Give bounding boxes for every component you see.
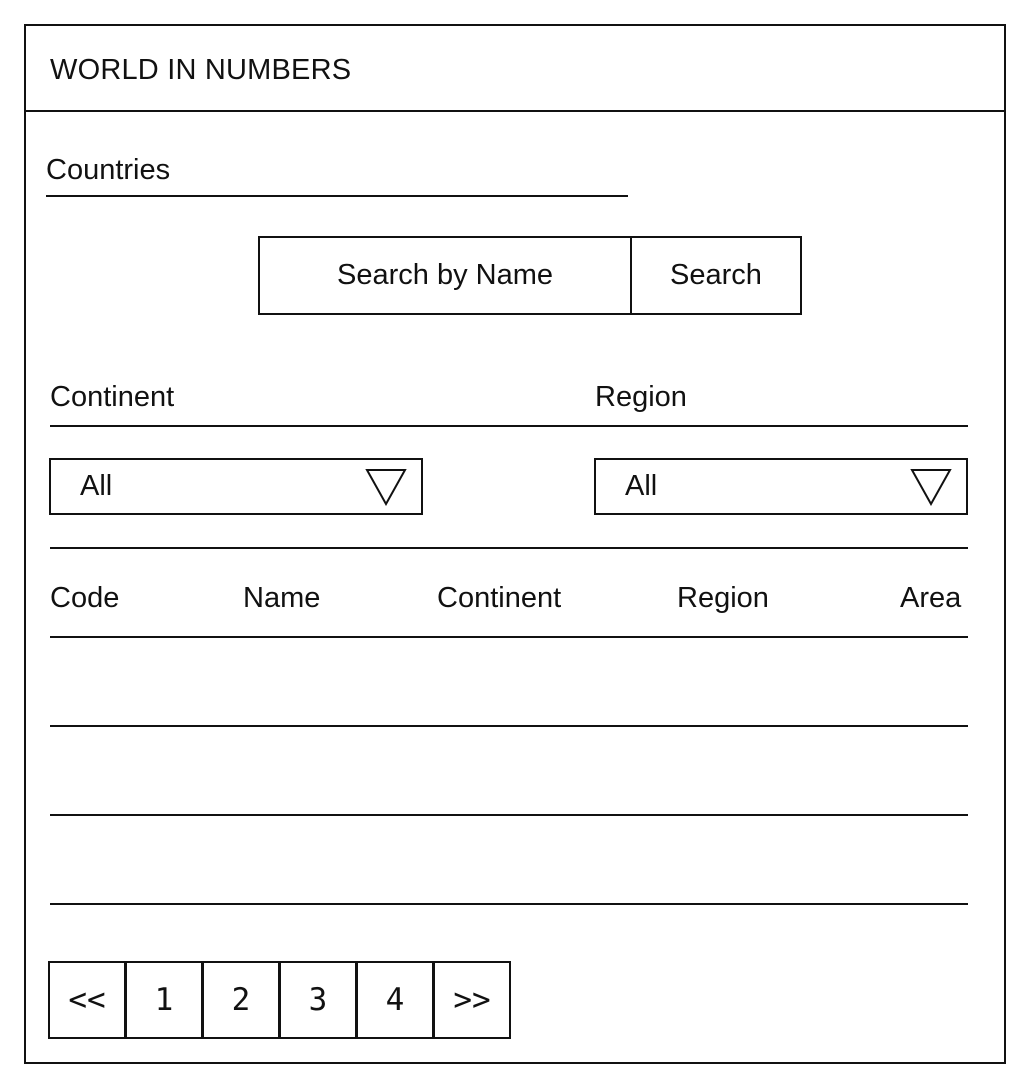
column-header-continent: Continent [437,582,562,614]
region-dropdown-value: All [625,470,658,502]
table-top-border [50,547,968,549]
page-4-button[interactable]: 4 [356,961,434,1039]
table-row[interactable] [50,727,968,814]
table-row[interactable] [50,638,968,725]
pagination [48,961,511,1039]
section-underline [46,195,628,197]
app-title: WORLD IN NUMBERS [50,54,352,86]
continent-filter-label: Continent [50,381,175,413]
page-2-button[interactable]: 2 [202,961,280,1039]
continent-dropdown[interactable] [49,458,423,515]
triangle-down-icon [910,468,952,506]
triangle-down-icon [365,468,407,506]
first-page-button[interactable]: << [48,961,126,1039]
search-button[interactable]: Search [630,236,802,315]
column-header-name: Name [243,582,321,614]
search-input[interactable] [258,236,632,315]
filters-divider [50,425,968,427]
region-dropdown[interactable] [594,458,968,515]
region-filter-label: Region [595,381,687,413]
section-title: Countries [46,154,171,186]
table-row[interactable] [50,816,968,903]
column-header-region: Region [677,582,769,614]
row-divider [50,903,968,905]
column-header-code: Code [50,582,120,614]
last-page-button[interactable]: >> [433,961,511,1039]
app-window [24,24,1006,1064]
app-header [26,26,1004,112]
page-1-button[interactable]: 1 [125,961,203,1039]
column-header-area: Area [900,582,962,614]
continent-dropdown-value: All [80,470,113,502]
page-3-button[interactable]: 3 [279,961,357,1039]
